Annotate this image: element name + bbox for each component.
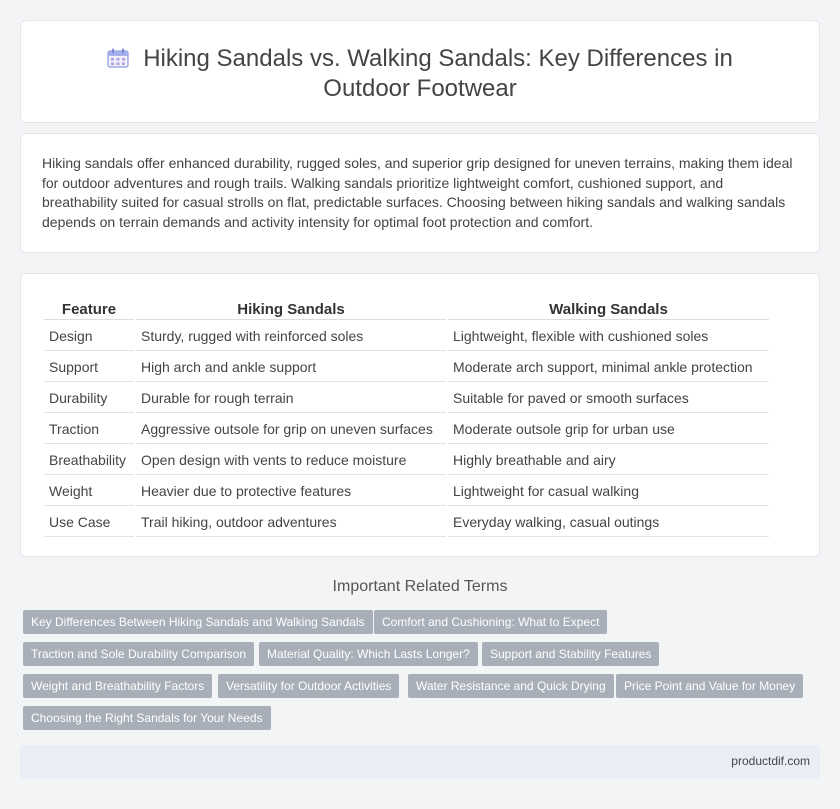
footer-site-link[interactable]: productdif.com [731, 754, 810, 768]
hiking-cell: Trail hiking, outdoor adventures [136, 508, 446, 537]
header-walking: Walking Sandals [448, 296, 769, 320]
walking-cell: Moderate arch support, minimal ankle protection [448, 353, 769, 382]
table-row [44, 384, 769, 413]
related-terms-heading: Important Related Terms [332, 578, 508, 595]
page-title [61, 44, 779, 104]
related-tag[interactable]: Water Resistance and Quick Drying [408, 674, 614, 698]
related-tag[interactable]: Traction and Sole Durability Comparison [23, 642, 254, 666]
calendar-icon [107, 46, 129, 66]
table-row [44, 353, 769, 382]
comparison-table [42, 294, 771, 539]
related-tag[interactable]: Price Point and Value for Money [616, 674, 803, 698]
hiking-cell: Open design with vents to reduce moisture [136, 446, 446, 475]
walking-cell: Lightweight for casual walking [448, 477, 769, 506]
hiking-cell: Sturdy, rugged with reinforced soles [136, 322, 446, 351]
walking-cell: Highly breathable and airy [448, 446, 769, 475]
related-tag[interactable]: Key Differences Between Hiking Sandals and Walking Sandals [23, 610, 373, 634]
intro-card [20, 133, 820, 253]
header-hiking: Hiking Sandals [136, 296, 446, 320]
feature-cell: Use Case [44, 508, 134, 537]
footer [20, 745, 820, 778]
related-tag[interactable]: Versatility for Outdoor Activities [218, 674, 399, 698]
feature-cell: Breathability [44, 446, 134, 475]
intro-paragraph: Hiking sandals offer enhanced durability, rugged soles, and superior grip designed for uneven terrains, making them ideal for outdoor adventures and rough trails. Walking sandals prioritize lightweight comfort, cushioned support, and breathability suited for casual strolls on flat, predictable surfaces. Choosing between hiking sandals and walking sandals depends on terrain demands and activity intensity for optimal foot protection and comfort. [42, 155, 793, 230]
related-tag[interactable]: Comfort and Cushioning: What to Expect [374, 610, 607, 634]
header-feature: Feature [44, 296, 134, 320]
table-row [44, 415, 769, 444]
feature-cell: Support [44, 353, 134, 382]
table-row [44, 508, 769, 537]
walking-cell: Lightweight, flexible with cushioned soles [448, 322, 769, 351]
table-row [44, 446, 769, 475]
walking-cell: Suitable for paved or smooth surfaces [448, 384, 769, 413]
walking-cell: Moderate outsole grip for urban use [448, 415, 769, 444]
title-card [20, 20, 820, 123]
feature-cell: Durability [44, 384, 134, 413]
hiking-cell: Aggressive outsole for grip on uneven surfaces [136, 415, 446, 444]
related-tag[interactable]: Choosing the Right Sandals for Your Needs [23, 706, 271, 730]
table-row [44, 477, 769, 506]
table-row [44, 322, 769, 351]
table-header-row [44, 296, 769, 320]
feature-cell: Traction [44, 415, 134, 444]
related-tag[interactable]: Weight and Breathability Factors [23, 674, 212, 698]
hiking-cell: Durable for rough terrain [136, 384, 446, 413]
feature-cell: Design [44, 322, 134, 351]
title-wrap [61, 44, 779, 104]
page-title-text: Hiking Sandals vs. Walking Sandals: Key Differences in Outdoor Footwear [143, 45, 733, 102]
comparison-card [20, 273, 820, 557]
related-tag[interactable]: Material Quality: Which Lasts Longer? [259, 642, 478, 666]
related-tag[interactable]: Support and Stability Features [482, 642, 659, 666]
hiking-cell: Heavier due to protective features [136, 477, 446, 506]
feature-cell: Weight [44, 477, 134, 506]
walking-cell: Everyday walking, casual outings [448, 508, 769, 537]
hiking-cell: High arch and ankle support [136, 353, 446, 382]
